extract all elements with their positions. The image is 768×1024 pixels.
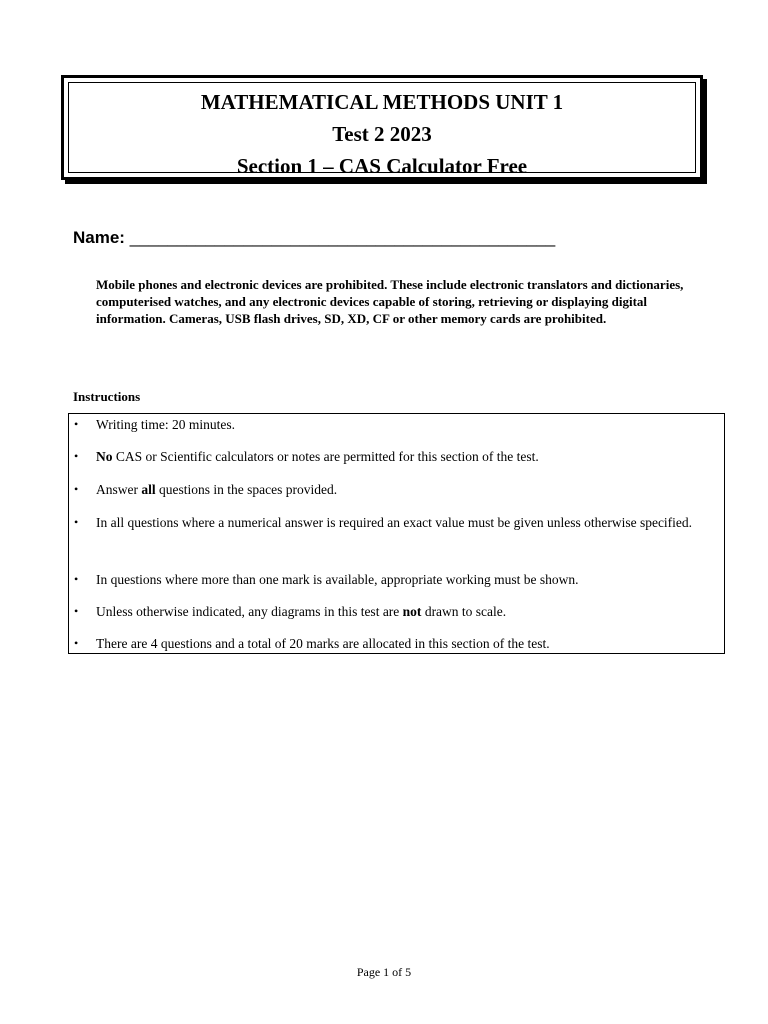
bullet-icon: •: [74, 482, 79, 496]
name-blank-line: _____________________________________________: [129, 228, 556, 247]
instruction-text: questions in the spaces provided.: [155, 482, 338, 497]
bullet-icon: •: [74, 515, 79, 529]
bullet-icon: •: [74, 604, 79, 618]
instruction-emphasis: all: [141, 482, 156, 497]
instructions-heading: Instructions: [73, 389, 141, 404]
title-inner-border: [68, 82, 696, 178]
bullet-icon: •: [74, 636, 79, 650]
devices-warning: Mobile phones and electronic devices are prohibited. These include electronic translators and dictionaries, computerised watches, and any electronic devices capable of storing, retrieving or displaying digital information. Cameras, USB flash drives, SD, XD, CF or other memory cards are prohibited.: [96, 277, 684, 326]
instruction-text: drawn to scale.: [421, 604, 507, 619]
bullet-icon: •: [74, 572, 79, 586]
instruction-text: CAS or Scientific calculators or notes are permitted for this section of the test.: [112, 449, 539, 464]
page-number: Page 1 of 5: [356, 965, 412, 979]
test-title: Test 2 2023: [332, 122, 432, 146]
instruction-text: Unless otherwise indicated, any diagrams in this test are: [96, 604, 403, 619]
instruction-text: Writing time: 20 minutes.: [96, 417, 235, 432]
course-title: MATHEMATICAL METHODS UNIT 1: [200, 90, 564, 114]
instruction-emphasis: not: [402, 604, 422, 619]
instruction-text: There are 4 questions and a total of 20 marks are allocated in this section of the test.: [96, 636, 550, 651]
instruction-text: In questions where more than one mark is available, appropriate working must be shown.: [96, 572, 579, 587]
bullet-icon: •: [74, 417, 79, 431]
section-title: Section 1 – CAS Calculator Free: [236, 154, 528, 178]
instruction-text: Answer: [96, 482, 142, 497]
bullet-icon: •: [74, 449, 79, 463]
instruction-emphasis: No: [96, 449, 113, 464]
instructions-box: [68, 413, 725, 654]
instruction-text: In all questions where a numerical answer is required an exact value must be given unless otherwise specified.: [96, 515, 693, 530]
name-label: Name:: [73, 228, 125, 247]
title-box: [61, 75, 703, 180]
name-field[interactable]: [73, 228, 555, 248]
